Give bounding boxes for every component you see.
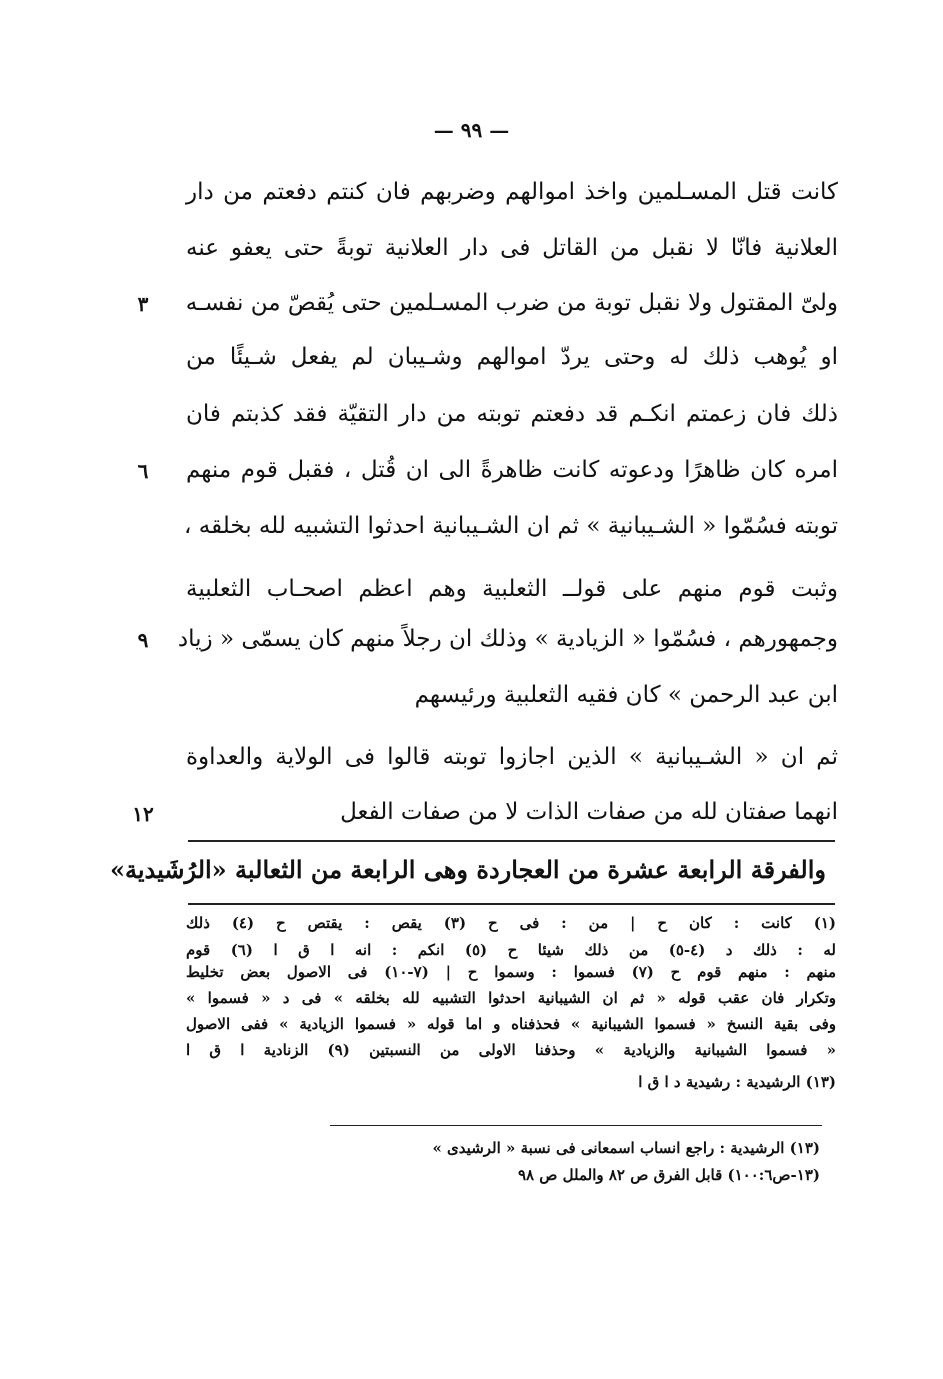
line-marker-3: ٣ — [137, 292, 149, 316]
text-line-4: او يُوهب ذلك له وحتى يردّ اموالهم وشـيبان لم يفعل شـيئًا من — [186, 344, 838, 370]
note-line-3: منهم : منهم قوم ح (٧) فسموا : وسموا ح | (٧-١٠) فى الاصول بعض تخليط — [186, 963, 837, 981]
heading-rule-top — [188, 840, 835, 842]
note-line-7: (١٣) الرشيدية : رشيدية د ا ق ا — [638, 1073, 836, 1091]
text-line-2: العلانية فانّا لا نقبل من القاتل فى دار العلانية توبةً حتى يعفو عنه — [186, 235, 838, 261]
note-line-2: له : ذلك د (٤-٥) من ذلك شيئا ح (٥) انكم : انه ا ق ا (٦) قوم — [186, 941, 836, 959]
text-line-7: توبته فسُمّوا « الشـيبانية » ثم ان الشـيبانية احدثوا التشبيه لله بخلقه ، — [184, 513, 838, 539]
line-marker-6: ٦ — [137, 459, 149, 483]
text-line-1: كانت قتل المسـلمين واخذ اموالهم وضربهم فان كنتم دفعتم من دار — [186, 179, 838, 205]
line-marker-12: ١٢ — [132, 802, 154, 826]
note-line-1: (١) كانت : كان ح | من : فى ح (٣) يقص : يقتص ح (٤) ذلك — [186, 914, 836, 932]
text-line-9: وجمهورهم ، فسُمّوا « الزيادية » وذلك ان رجلاً منهم كان يسمّى « زياد — [177, 626, 838, 652]
source-line-1: (١٣) الرشيدية : راجع انساب اسمعانى فى نسبة « الرشيدى » — [432, 1139, 820, 1157]
source-line-2: (١٣-ص١٠٠:٦) قابل الفرق ص ٨٢ والملل ص ٩٨ — [517, 1166, 820, 1184]
note-line-5: وفى بقية النسخ « فسموا الشيبانية » فحذفناه و اما قوله « فسموا الزيادية » ففى الاصول — [186, 1015, 836, 1033]
notes-rule — [188, 903, 835, 905]
note-line-6: « فسموا الشيبانية والزيادية » وحذفنا الاولى من النسبتين (٩) الزنادية ا ق ا — [186, 1041, 836, 1059]
note-line-4: وتكرار فان عقب قوله « ثم ان الشيبانية احدثوا التشبيه لله بخلقه » فى د « فسموا » — [186, 989, 836, 1007]
line-marker-9: ٩ — [137, 628, 149, 652]
text-line-3: ولىّ المقتول ولا نقبل توبة من ضرب المسـلمين حتى يُقصّ من نفسـه — [185, 290, 838, 316]
sources-rule — [330, 1125, 822, 1126]
text-line-6: امره كان ظاهرًا ودعوته كانت ظاهرةً الى ان قُتل ، فقبل قوم منهم — [186, 457, 838, 483]
page-number: — ٩٩ — — [433, 118, 510, 142]
text-line-8: وثبت قوم منهم على قولــ الثعلبية وهم اعظم اصحـاب الثعلبية — [186, 576, 838, 602]
text-line-10: ابن عبد الرحمن » كان فقيه الثعلبية ورئيسهم — [414, 682, 838, 708]
text-line-12: انهما صفتان لله من صفات الذات لا من صفات الفعل — [340, 799, 838, 825]
section-heading: والفرقة الرابعة عشرة من العجاردة وهى الرابعة من الثعالبة «الرُشَيدية» — [109, 855, 826, 884]
text-line-5: ذلك فان زعمتم انكـم قد دفعتم توبته من دار التقيّة فقد كذبتم فان — [186, 401, 838, 427]
text-line-11: ثم ان « الشـيبانية » الذين اجازوا توبته قالوا فى الولاية والعداوة — [186, 744, 838, 770]
